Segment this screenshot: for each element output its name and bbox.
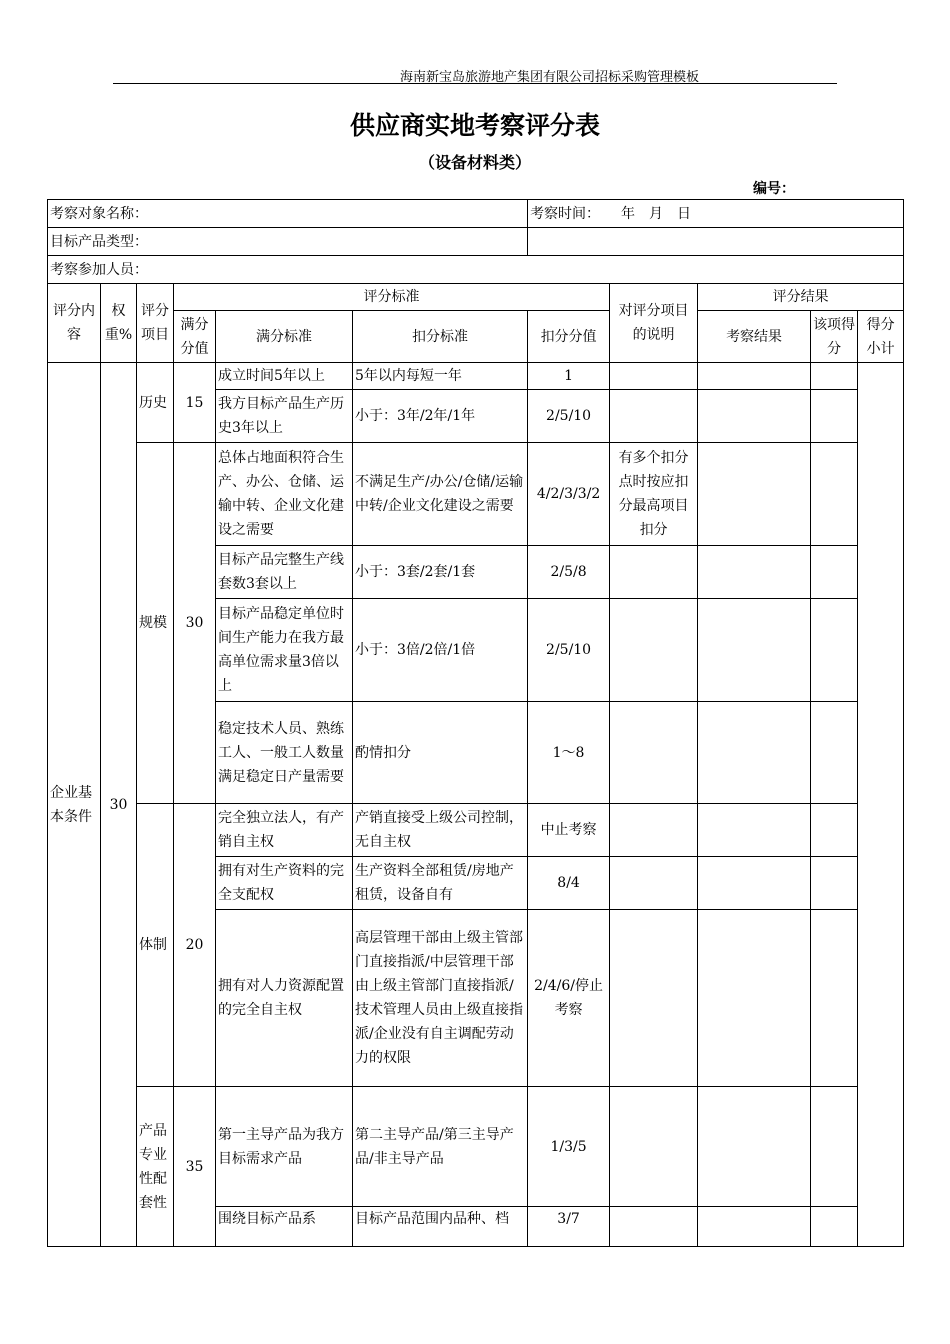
col-criteria: 评分标准 — [174, 284, 610, 311]
column-header-row-2 — [48, 311, 904, 363]
inspect-result-cell[interactable] — [698, 702, 811, 804]
item-score-cell[interactable] — [811, 857, 858, 910]
doc-number-label: 编号： — [753, 181, 795, 197]
deduct-value-cell: 2/5/8 — [528, 546, 610, 599]
section-name: 企业基本条件 — [48, 363, 101, 1247]
col-item-score: 该项得分 — [811, 311, 858, 363]
page-subtitle: （设备材料类） — [418, 153, 531, 172]
product-type-cell[interactable]: 目标产品类型： — [48, 228, 528, 256]
col-inspect-result: 考察结果 — [698, 311, 811, 363]
header-divider — [113, 83, 837, 84]
full-std-cell: 目标产品完整生产线套数3套以上 — [216, 546, 353, 599]
item-score-cell[interactable] — [811, 1207, 858, 1247]
inspect-result-cell[interactable] — [698, 599, 811, 702]
group-name-history: 历史 — [137, 363, 174, 443]
deduct-std-cell: 高层管理干部由上级主管部门直接指派/中层管理干部由上级主管部门直接指派/技术管理人员由上级直接指派/企业没有自主调配劳动力的权限 — [353, 910, 528, 1087]
note-cell[interactable] — [610, 1087, 698, 1207]
inspect-result-cell[interactable] — [698, 1087, 811, 1207]
note-cell[interactable] — [610, 910, 698, 1087]
deduct-std-cell: 产销直接受上级公司控制，无自主权 — [353, 804, 528, 857]
item-score-cell[interactable] — [811, 443, 858, 546]
table-row — [48, 363, 904, 390]
info-row-target — [48, 200, 904, 228]
deduct-value-cell: 1 — [528, 363, 610, 390]
deduct-std-cell: 小于：3倍/2倍/1倍 — [353, 599, 528, 702]
item-score-cell[interactable] — [811, 599, 858, 702]
full-std-cell: 目标产品稳定单位时间生产能力在我方最高单位需求量3倍以上 — [216, 599, 353, 702]
note-cell[interactable] — [610, 857, 698, 910]
note-cell[interactable] — [610, 804, 698, 857]
inspect-result-cell[interactable] — [698, 390, 811, 443]
inspect-result-cell[interactable] — [698, 1207, 811, 1247]
deduct-std-cell: 酌情扣分 — [353, 702, 528, 804]
product-type-blank[interactable] — [528, 228, 904, 256]
deduct-value-cell: 2/5/10 — [528, 599, 610, 702]
deduct-std-cell: 不满足生产/办公/仓储/运输中转/企业文化建设之需要 — [353, 443, 528, 546]
note-cell[interactable]: 有多个扣分点时按应扣分最高项目扣分 — [610, 443, 698, 546]
col-full-std: 满分标准 — [216, 311, 353, 363]
inspect-result-cell[interactable] — [698, 546, 811, 599]
deduct-std-cell: 小于：3套/2套/1套 — [353, 546, 528, 599]
item-score-cell[interactable] — [811, 363, 858, 390]
subtotal-cell[interactable] — [858, 363, 904, 1247]
table-row — [48, 804, 904, 857]
deduct-std-cell: 目标产品范围内品种、档 — [353, 1207, 528, 1247]
col-result: 评分结果 — [698, 284, 904, 311]
full-std-cell: 稳定技术人员、熟练工人、一般工人数量满足稳定日产量需要 — [216, 702, 353, 804]
group-name-scale: 规模 — [137, 443, 174, 804]
page-title: 供应商实地考察评分表 — [349, 111, 600, 140]
inspect-result-cell[interactable] — [698, 804, 811, 857]
note-cell[interactable] — [610, 702, 698, 804]
col-deduct-std: 扣分标准 — [353, 311, 528, 363]
full-std-cell: 拥有对生产资料的完全支配权 — [216, 857, 353, 910]
item-score-cell[interactable] — [811, 1087, 858, 1207]
table-row — [48, 1087, 904, 1207]
info-row-participants — [48, 256, 904, 284]
full-std-cell: 拥有对人力资源配置的完全自主权 — [216, 910, 353, 1087]
full-std-cell: 围绕目标产品系 — [216, 1207, 353, 1247]
full-std-cell: 我方目标产品生产历史3年以上 — [216, 390, 353, 443]
item-score-cell[interactable] — [811, 804, 858, 857]
deduct-std-cell: 小于：3年/2年/1年 — [353, 390, 528, 443]
note-cell[interactable] — [610, 390, 698, 443]
full-std-cell: 成立时间5年以上 — [216, 363, 353, 390]
deduct-value-cell: 2/4/6/停止考察 — [528, 910, 610, 1087]
note-cell[interactable] — [610, 363, 698, 390]
deduct-value-cell: 2/5/10 — [528, 390, 610, 443]
column-header-row-1 — [48, 284, 904, 311]
header-template-name: 海南新宝岛旅游地产集团有限公司招标采购管理模板 — [400, 70, 700, 85]
item-score-cell[interactable] — [811, 910, 858, 1087]
deduct-std-cell: 5年以内每短一年 — [353, 363, 528, 390]
deduct-std-cell: 生产资料全部租赁/房地产租赁，设备自有 — [353, 857, 528, 910]
inspect-result-cell[interactable] — [698, 857, 811, 910]
item-score-cell[interactable] — [811, 390, 858, 443]
inspect-result-cell[interactable] — [698, 443, 811, 546]
item-score-cell[interactable] — [811, 702, 858, 804]
group-score-system: 20 — [174, 804, 216, 1087]
participants-cell[interactable]: 考察参加人员： — [48, 256, 904, 284]
note-cell[interactable] — [610, 599, 698, 702]
col-eval-item: 评分项目 — [137, 284, 174, 363]
deduct-value-cell: 8/4 — [528, 857, 610, 910]
deduct-value-cell: 1/3/5 — [528, 1087, 610, 1207]
item-score-cell[interactable] — [811, 546, 858, 599]
inspection-time-cell[interactable]: 考察时间： 年 月 日 — [528, 200, 904, 228]
deduct-value-cell: 4/2/3/3/2 — [528, 443, 610, 546]
note-cell[interactable] — [610, 1207, 698, 1247]
section-weight: 30 — [101, 363, 137, 1247]
target-name-cell[interactable]: 考察对象名称： — [48, 200, 528, 228]
col-eval-content: 评分内容 — [48, 284, 101, 363]
col-weight: 权重% — [101, 284, 137, 363]
deduct-value-cell: 中止考察 — [528, 804, 610, 857]
col-deduct-val: 扣分分值 — [528, 311, 610, 363]
deduct-std-cell: 第二主导产品/第三主导产品/非主导产品 — [353, 1087, 528, 1207]
inspect-result-cell[interactable] — [698, 910, 811, 1087]
evaluation-table — [47, 199, 904, 1247]
col-subtotal: 得分小计 — [858, 311, 904, 363]
group-score-scale: 30 — [174, 443, 216, 804]
group-score-history: 15 — [174, 363, 216, 443]
note-cell[interactable] — [610, 546, 698, 599]
group-name-system: 体制 — [137, 804, 174, 1087]
col-note: 对评分项目的说明 — [610, 284, 698, 363]
deduct-value-cell: 1～8 — [528, 702, 610, 804]
table-row — [48, 443, 904, 546]
group-name-product: 产品专业性配套性 — [137, 1087, 174, 1247]
col-full-score: 满分分值 — [174, 311, 216, 363]
inspect-result-cell[interactable] — [698, 363, 811, 390]
info-row-product — [48, 228, 904, 256]
full-std-cell: 完全独立法人，有产销自主权 — [216, 804, 353, 857]
full-std-cell: 第一主导产品为我方目标需求产品 — [216, 1087, 353, 1207]
deduct-value-cell: 3/7 — [528, 1207, 610, 1247]
group-score-product: 35 — [174, 1087, 216, 1247]
full-std-cell: 总体占地面积符合生产、办公、仓储、运输中转、企业文化建设之需要 — [216, 443, 353, 546]
